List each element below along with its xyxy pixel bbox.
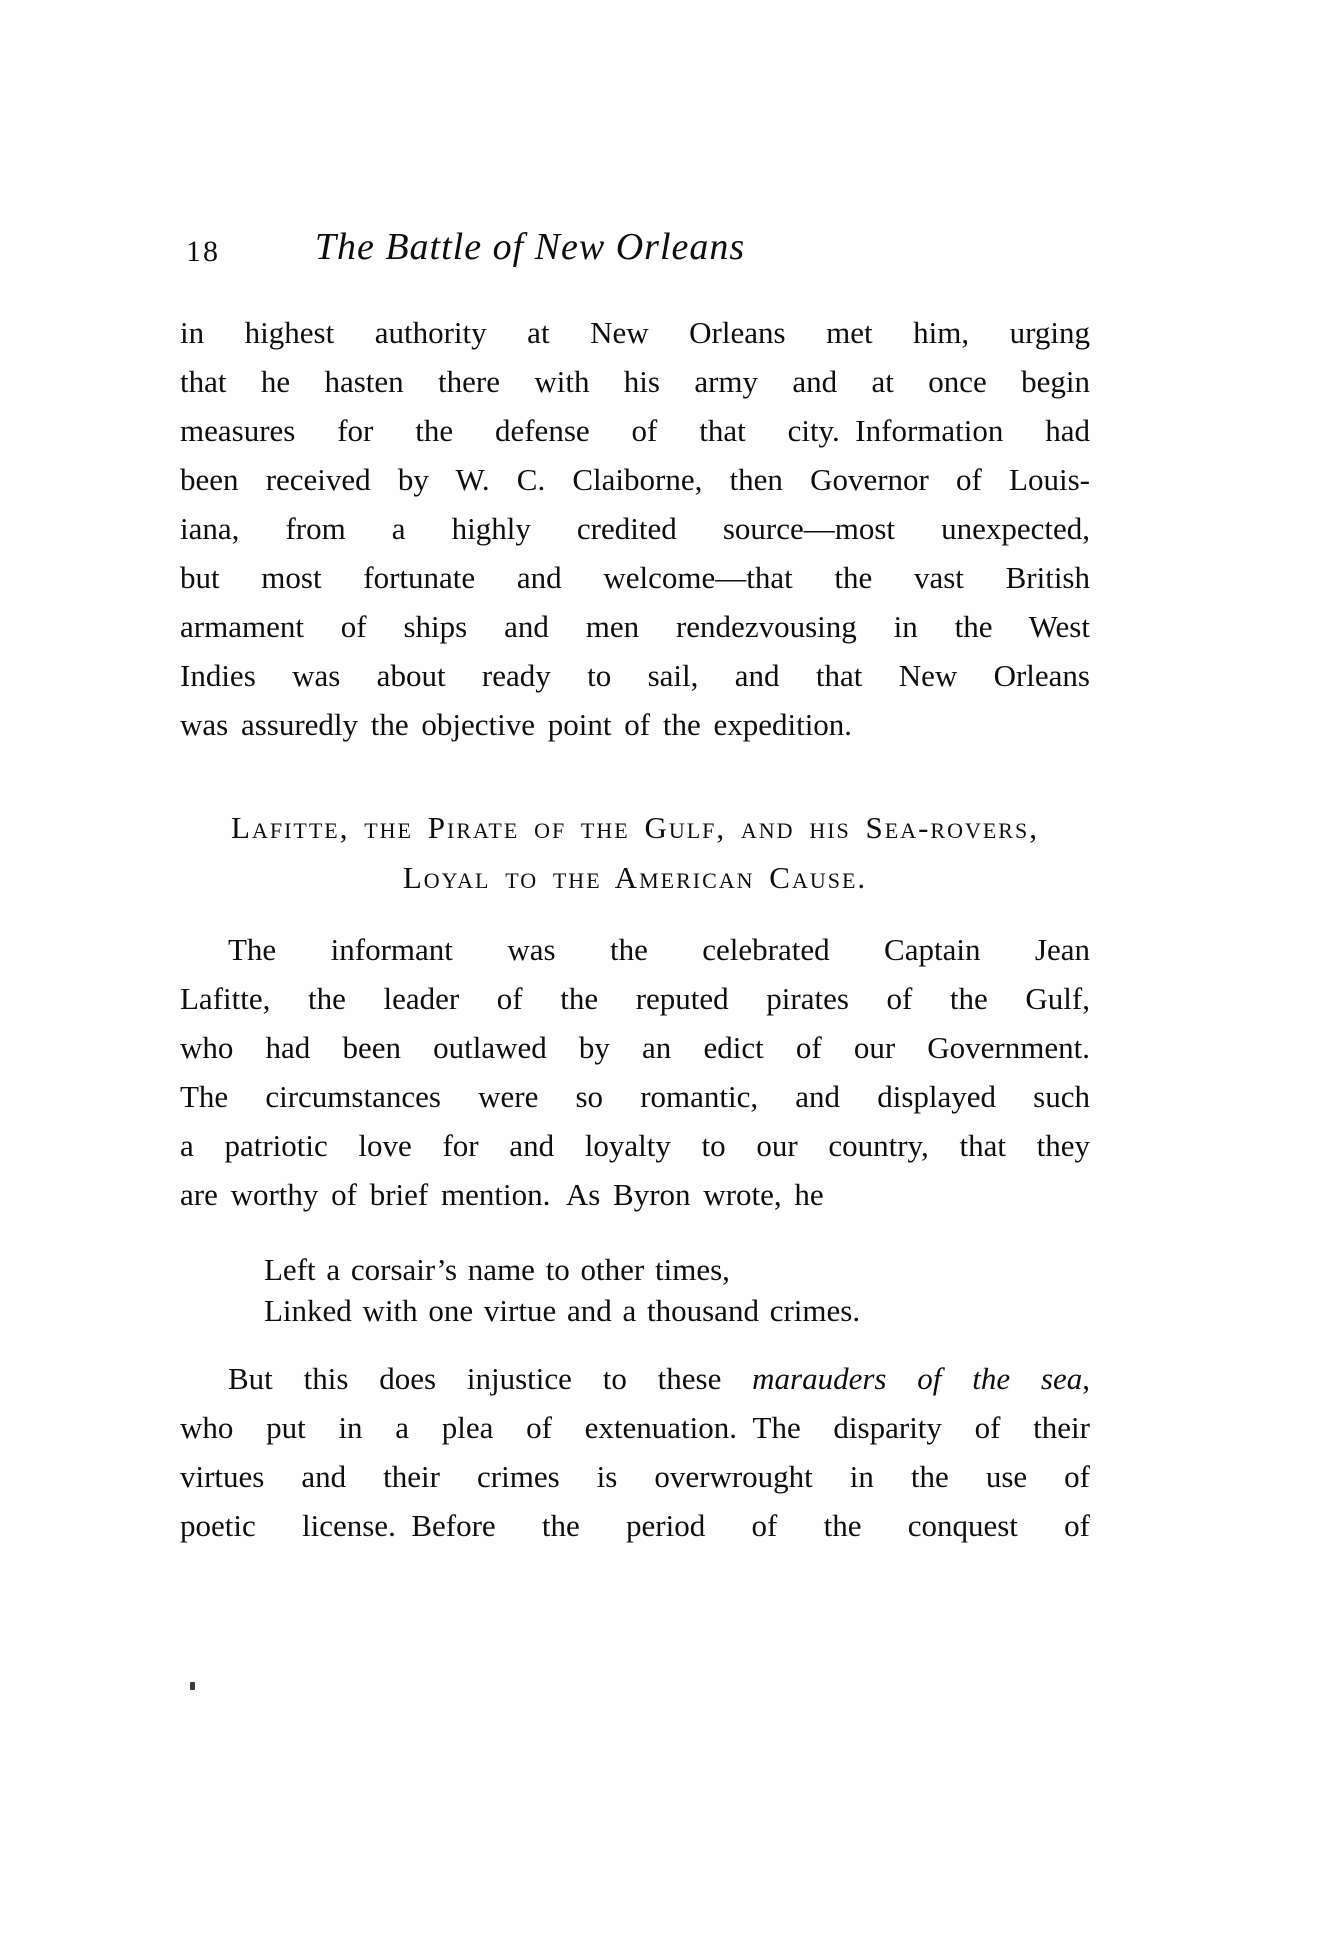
paragraph-3 bbox=[180, 1354, 1090, 1550]
section-heading bbox=[180, 803, 1090, 903]
verse-line: Linked with one virtue and a thousand crimes. bbox=[264, 1293, 861, 1328]
text-line: that he hasten there with his army and at once begin bbox=[180, 364, 1090, 399]
text-line: who had been outlawed by an edict of our Government. bbox=[180, 1030, 1090, 1065]
text-line: The circumstances were so romantic, and displayed such bbox=[180, 1079, 1090, 1114]
text-line: virtues and their crimes is overwrought in the use of bbox=[180, 1459, 1090, 1494]
text-line: Lafitte, the leader of the reputed pirates of the Gulf, bbox=[180, 981, 1090, 1016]
paragraph-1 bbox=[180, 308, 1090, 749]
text-segment: , bbox=[1082, 1361, 1090, 1396]
text-line: was assuredly the objective point of the expedition. bbox=[180, 707, 853, 742]
running-head bbox=[180, 225, 1090, 281]
verse-quotation bbox=[180, 1249, 1090, 1331]
scan-artifact-dot bbox=[190, 1682, 195, 1690]
text-line: measures for the defense of that city. Information had bbox=[180, 413, 1090, 448]
page-number: 18 bbox=[186, 235, 220, 268]
text-line: a patriotic love for and loyalty to our country, that they bbox=[180, 1128, 1090, 1163]
text-line bbox=[180, 1354, 1090, 1403]
text-line: been received by W. C. Claiborne, then Governor of Louis- bbox=[180, 462, 1090, 497]
text-line: but most fortunate and welcome—that the vast British bbox=[180, 560, 1090, 595]
text-line: in highest authority at New Orleans met him, urging bbox=[180, 315, 1090, 350]
text-line: who put in a plea of extenuation. The disparity of their bbox=[180, 1410, 1090, 1445]
text-line: are worthy of brief mention. As Byron wrote, he bbox=[180, 1177, 824, 1212]
text-column bbox=[180, 225, 1090, 1550]
running-title: The Battle of New Orleans bbox=[314, 226, 746, 268]
text-line: iana, from a highly credited source—most unexpected, bbox=[180, 511, 1090, 546]
italic-phrase: marauders of the sea bbox=[752, 1361, 1083, 1396]
text-line: poetic license. Before the period of the conquest of bbox=[180, 1508, 1090, 1543]
verse-line: Left a corsair’s name to other times, bbox=[264, 1252, 730, 1287]
text-line: The informant was the celebrated Captain Jean bbox=[228, 932, 1090, 967]
text-line: armament of ships and men rendezvousing in the West bbox=[180, 609, 1090, 644]
text-segment: But this does injustice to these bbox=[228, 1361, 753, 1396]
section-heading-line: Lafitte, the Pirate of the Gulf, and his Sea-rovers, bbox=[231, 810, 1039, 845]
text-line: Indies was about ready to sail, and that New Orleans bbox=[180, 658, 1090, 693]
paragraph-2 bbox=[180, 925, 1090, 1219]
section-heading-line: Loyal to the American Cause. bbox=[402, 860, 868, 895]
